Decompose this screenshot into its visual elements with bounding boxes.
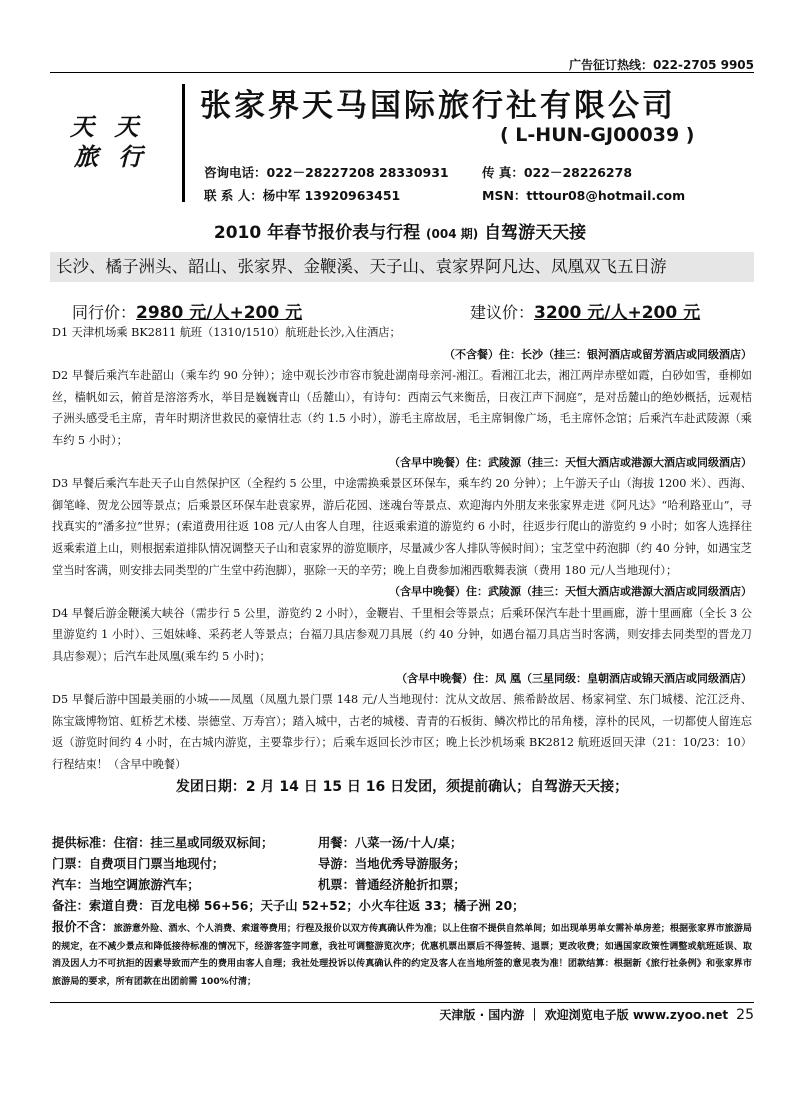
trade-price-value: 2980 元/人+200 元 <box>136 303 303 323</box>
terms-row-3 <box>52 875 752 896</box>
day-2-hotel: （含早中晚餐）住：武陵源（挂三：天恒大酒店或港源大酒店或同级酒店） <box>389 455 752 469</box>
trade-price-label: 同行价： <box>72 303 137 322</box>
exclusions <box>52 919 752 991</box>
title-main: 2010 年春节报价表与行程 <box>213 223 427 243</box>
page-footer <box>439 1006 754 1023</box>
top-rule <box>50 72 754 73</box>
remarks: 备注：索道自费：百龙电梯 56+56；天子山 52+52；小火车往返 33；橘子洲 20； <box>52 899 525 913</box>
page-title <box>0 218 800 243</box>
accommodation-standard: 提供标准：住宿：挂三星或同级双标间； <box>52 836 274 850</box>
header-divider <box>182 84 185 202</box>
exclusions-label: 报价不含： <box>52 920 114 934</box>
day-3-text: D3 早餐后乘汽车赴天子山自然保护区（全程约 5 公里，中途需换乘景区环保车，乘车约 20 分钟）；上午游天子山（海拔 1200 米）、西海、御笔峰、贺龙公园等景点；后乘景区环保车赴袁家界，游后花园、迷魂台等景点、欢迎海内外朋友来张家界走进《阿凡达》“哈利路亚山”，寻找真实的“潘多拉”世界；(索道费用往返 108 元/人由客人自理，往返乘索道的游览约 6 小时，往返步行爬山的游览约 9 小时；如客人选择往返乘索道上山，则根据索道排队情况调整天子山和袁家界的游览顺序，尽量减少客人排队等候时间）；宝芝堂中药泡脚（约 40 分钟，如遇宝芝堂当时客满，则安排去同类型的广生堂中药泡脚），驱除一天的辛劳；晚上自费参加湘西歌舞表演（费用 180 元/人当地现付）； <box>52 477 752 577</box>
meal-standard: 用餐：八菜一汤/十人/桌； <box>318 836 463 850</box>
airfare-standard: 机票：普通经济舱折扣票； <box>318 878 466 892</box>
title-period: (004 期) <box>426 227 479 241</box>
day-4-hotel: （含早中晚餐）住：凤 凰（三星同级：皇朝酒店或锦天酒店或同级酒店） <box>396 671 752 685</box>
guide-standard: 导游：当地优秀导游服务； <box>318 857 466 871</box>
day-1-text: D1 天津机场乘 BK2811 航班（1310/1510）航班赴长沙,入住酒店； <box>52 326 401 339</box>
itinerary <box>52 322 752 799</box>
footer-text: 天津版 · 国内游 ｜ 欢迎浏览电子版 www.zyoo.net <box>439 1008 729 1022</box>
license-number: ( L-HUN-GJ00039 ) <box>500 124 695 146</box>
agency-logo <box>70 112 170 172</box>
fax-line: 传 真：022－28226278 <box>482 165 633 180</box>
vehicle-standard: 汽车：当地空调旅游汽车； <box>52 878 200 892</box>
ticket-standard: 门票：自费项目门票当地现付； <box>52 857 225 871</box>
phone-line: 咨询电话：022－28227208 28330931 <box>204 165 449 180</box>
suggested-price <box>470 298 700 323</box>
day-4-text: D4 早餐后游金鞭溪大峡谷（需步行 5 公里，游览约 2 小时），金鞭岩、千里相会等景点；后乘环保汽车赴十里画廊，游十里画廊（全长 3 公里游览约 1 小时）、三姐妹峰、采药老人等景点；台福刀具店参观刀具展（约 40 分钟，如遇台福刀具店当时客满，则安排去同类型的晋龙刀具店参观）；后汽车赴凤凰(乘车约 5 小时)； <box>52 606 752 663</box>
terms-section <box>52 833 752 991</box>
company-name: 张家界天马国际旅行社有限公司 <box>200 88 676 124</box>
route-banner: 长沙、橘子洲头、韶山、张家界、金鞭溪、天子山、袁家界阿凡达、凤凰双飞五日游 <box>50 252 754 282</box>
trade-price <box>72 298 302 323</box>
departure-dates: 发团日期：2 月 14 日 15 日 16 日发团，须提前确认；自驾游天天接； <box>175 779 629 796</box>
day-5-text: D5 早餐后游中国最美丽的小城——凤凰（凤凰九景门票 148 元/人当地现付：沈从文故居、熊希龄故居、杨家祠堂、东门城楼、沱江泛舟、陈宝箴博物馆、虹桥艺术楼、崇德堂、万寿宫）；踏入城中，古老的城楼、青青的石板街、鳞次栉比的吊角楼，淳朴的民风，一切都使人留连忘返（游览时间约 4 小时，在古城内游览，主要靠步行）；后乘车返回长沙市区；晚上长沙机场乘 BK2812 航班返回天津（21：10/23：10）行程结束！（含早中晚餐） <box>52 693 752 771</box>
suggested-price-value: 3200 元/人+200 元 <box>534 303 701 323</box>
ad-hotline: 广告征订热线：022-2705 9905 <box>568 58 754 72</box>
title-tail: 自驾游天天接 <box>478 223 587 243</box>
day-2-text: D2 早餐后乘汽车赴韶山（乘车约 90 分钟）；途中观长沙市容市貌赴湖南母亲河-湘江。看湘江北去，湘江两岸赤壁如霞，白砂如雪，垂柳如丝，樯帆如云，俯首是溶溶秀水，举目是巍巍青山（岳麓山），有诗句：西南云气来衡岳，日夜江声下洞庭”，是对岳麓山的绝妙概括，远观桔子洲头感受毛主席，青年时期济世救民的豪情壮志（约 1.5 小时），游毛主席故居，毛主席铜像广场，毛主席怀念馆；后乘汽车赴武陵源（乘车约 5 小时）； <box>52 369 752 447</box>
day-3-hotel: （含早中晚餐）住：武陵源（挂三：天恒大酒店或港源大酒店或同级酒店） <box>389 585 752 599</box>
bottom-rule <box>50 1002 754 1003</box>
exclusions-text: 旅游意外险、酒水、个人消费、索道等费用；行程及报价以双方传真确认件为准；以上住宿不提供自然单间；如出现单男单女需补单房差；根据张家界市旅游局的规定，在不减少景点和降低接待标准的情况下，经游客签字同意，我社可调整游览次序；优惠机票出票后不得签转、退票；更改收费；如遇国家政策性调整或航班延误、取消及因人力不可抗拒的因素导致而产生的费用由客人自理；我社处理投诉以传真确认件的约定及客人在当地所签的意见表为准！团款结算：根据新《旅行社条例》和张家界市旅游局的要求，所有团款在出团前需 100%付清； <box>52 924 752 987</box>
page-number: 25 <box>736 1007 754 1023</box>
day-1-hotel: （不含餐）住：长沙（挂三：银河酒店或留芳酒店或同级酒店） <box>444 347 752 361</box>
msn-line: MSN：tttour08@hotmail.com <box>482 188 686 203</box>
logo-line-2: 旅 行 <box>74 142 149 171</box>
suggested-price-label: 建议价： <box>470 303 535 322</box>
logo-line-1: 天 天 <box>70 112 145 141</box>
terms-row-1 <box>52 833 752 854</box>
contact-line: 联 系 人：杨中军 13920963451 <box>204 188 401 203</box>
terms-row-2 <box>52 854 752 875</box>
